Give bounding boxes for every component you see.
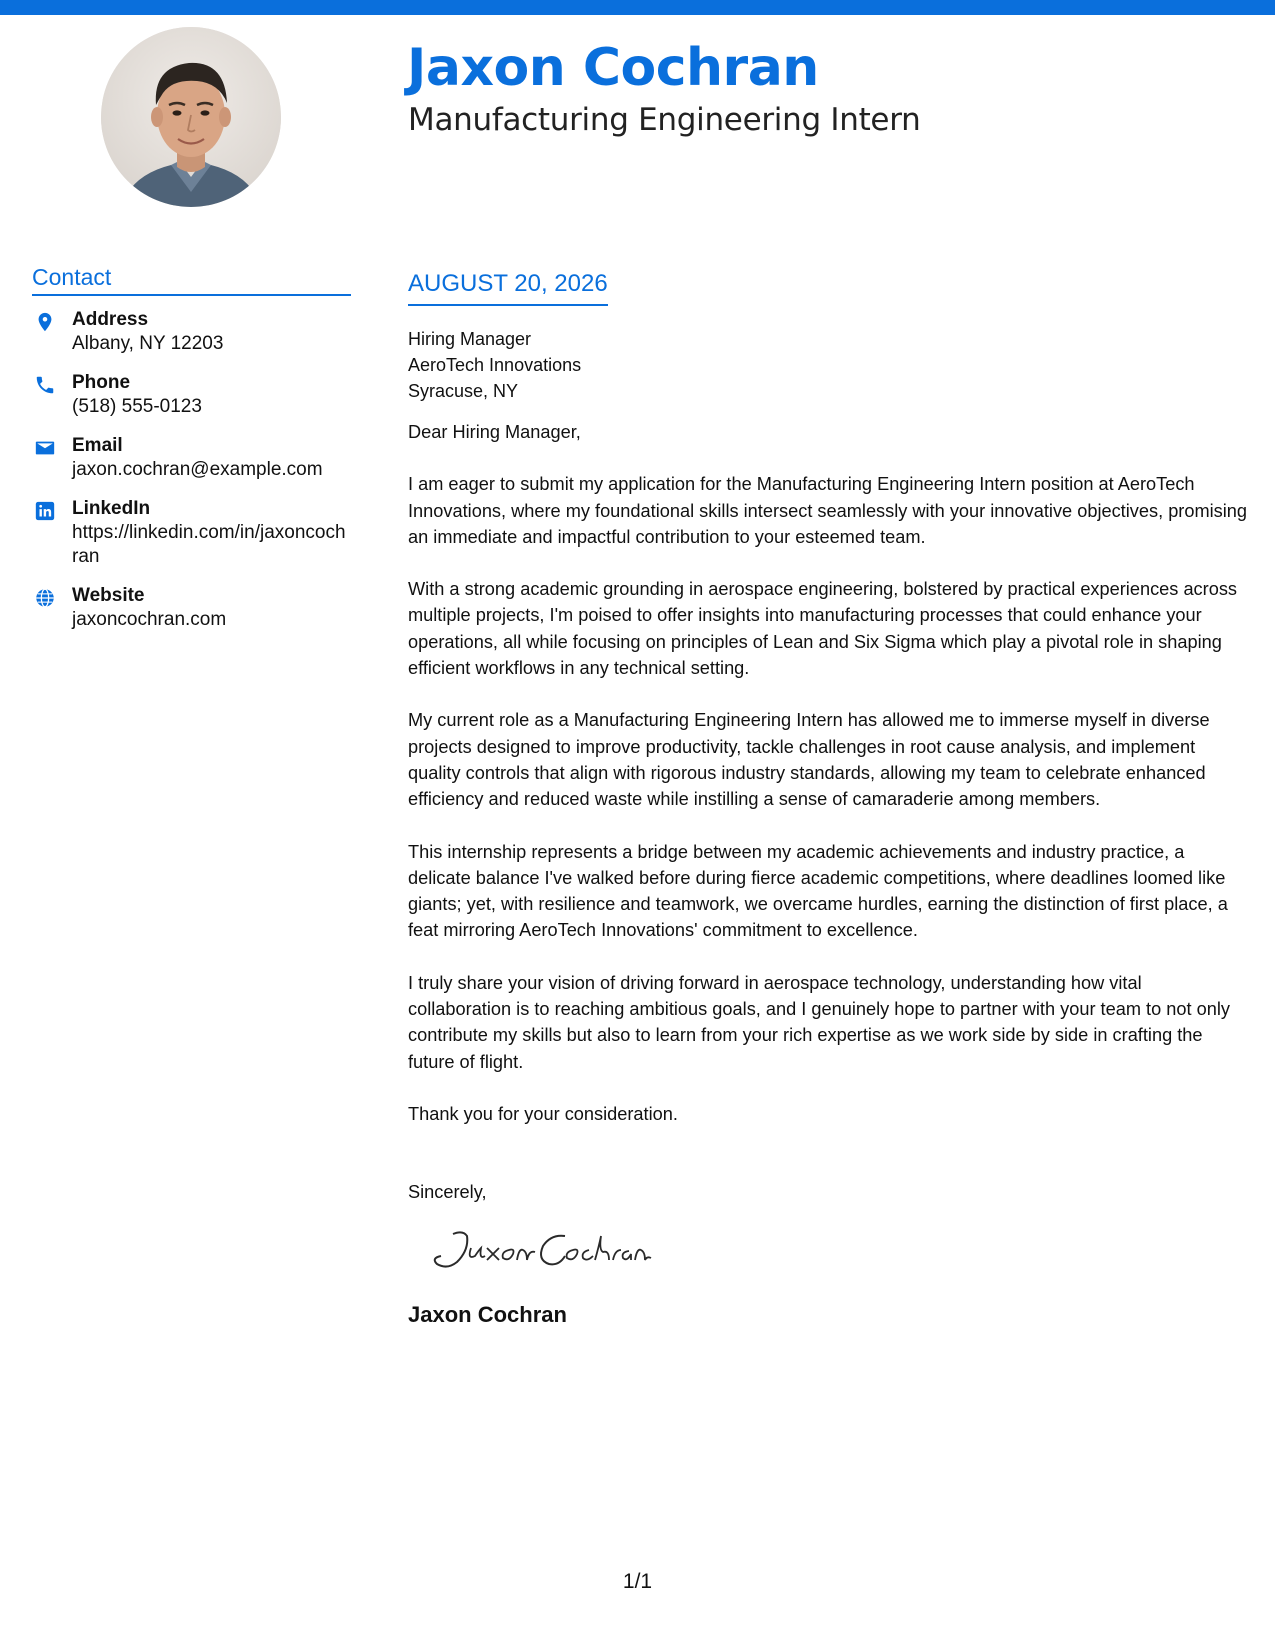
closing: Sincerely,	[408, 1182, 487, 1203]
applicant-job-title: Manufacturing Engineering Intern	[408, 102, 921, 138]
contact-label: Phone	[72, 372, 131, 393]
globe-icon	[34, 587, 56, 609]
contact-label: Website	[72, 585, 145, 606]
letter-paragraph: I truly share your vision of driving forward in aerospace technology, understanding how vital collaboration is to reaching ambitious goals, and I genuinely hope to partner with your team to not only contribute my skills but also to learn from your rich expertise as we work side by side in crafting the future of flight.	[408, 972, 1230, 1072]
recipient-line: Syracuse, NY	[408, 381, 519, 401]
contact-label: LinkedIn	[72, 498, 151, 519]
contact-item-phone	[32, 371, 351, 419]
letter-paragraph: Thank you for your consideration.	[408, 1103, 678, 1124]
letter-date: AUGUST 20, 2026	[408, 270, 608, 306]
letter-body	[408, 270, 1248, 1328]
contact-value[interactable]: https://linkedin.com/in/jaxoncochran	[72, 522, 346, 567]
contact-value[interactable]: jaxoncochran.com	[72, 609, 227, 630]
contact-label: Email	[72, 435, 123, 456]
contact-value: (518) 555-0123	[72, 396, 202, 417]
contact-item-linkedin	[32, 497, 351, 569]
top-accent-bar	[0, 0, 1275, 15]
handwritten-signature	[423, 1226, 1248, 1274]
contact-value: Albany, NY 12203	[72, 333, 224, 354]
contact-heading: Contact	[32, 264, 351, 296]
letter-paragraph: My current role as a Manufacturing Engineering Intern has allowed me to immerse myself in diverse projects designed to improve productivity, tackle challenges in root cause analysis, and implement quality controls that align with rigorous industry standards, allowing my team to celebrate enhanced efficiency and reduced waste while instilling a sense of camaraderie among members.	[408, 710, 1210, 810]
recipient-line: Hiring Manager	[408, 329, 532, 349]
letter-paragraph: This internship represents a bridge between my academic achievements and industry practice, a delicate balance I've walked before during fierce academic competitions, where deadlines loomed like giants; yet, with resilience and teamwork, we overcame hurdles, earning the distinction of first place, a feat mirroring AeroTech Innovations' commitment to excellence.	[408, 841, 1228, 941]
recipient-line: AeroTech Innovations	[408, 355, 582, 375]
salutation: Dear Hiring Manager,	[408, 422, 581, 442]
contact-label: Address	[72, 309, 149, 330]
letter-paragraph: With a strong academic grounding in aerospace engineering, bolstered by practical experiences across multiple projects, I'm poised to offer insights into manufacturing processes that could enhance your operations, all while focusing on principles of Lean and Six Sigma which play a pivotal role in shaping efficient workflows in any technical setting.	[408, 579, 1238, 679]
linkedin-icon	[34, 500, 56, 522]
contact-item-address	[32, 308, 351, 356]
contact-sidebar	[32, 264, 351, 647]
contact-item-website	[32, 584, 351, 632]
recipient-block	[408, 326, 1248, 404]
map-pin-icon	[34, 311, 56, 333]
page-number: 1/1	[622, 1570, 653, 1593]
phone-icon	[34, 374, 56, 396]
applicant-name: Jaxon Cochran	[407, 38, 819, 98]
envelope-icon	[34, 437, 56, 459]
letter-paragraph: I am eager to submit my application for the Manufacturing Engineering Intern position at AeroTech Innovations, where my foundational skills intersect seamlessly with your innovative objectives, promising an immediate and impactful contribution to your esteemed team.	[408, 474, 1248, 547]
contact-item-email	[32, 434, 351, 482]
headshot-photo	[101, 27, 281, 207]
signed-name: Jaxon Cochran	[408, 1301, 567, 1327]
contact-value[interactable]: jaxon.cochran@example.com	[72, 459, 323, 480]
